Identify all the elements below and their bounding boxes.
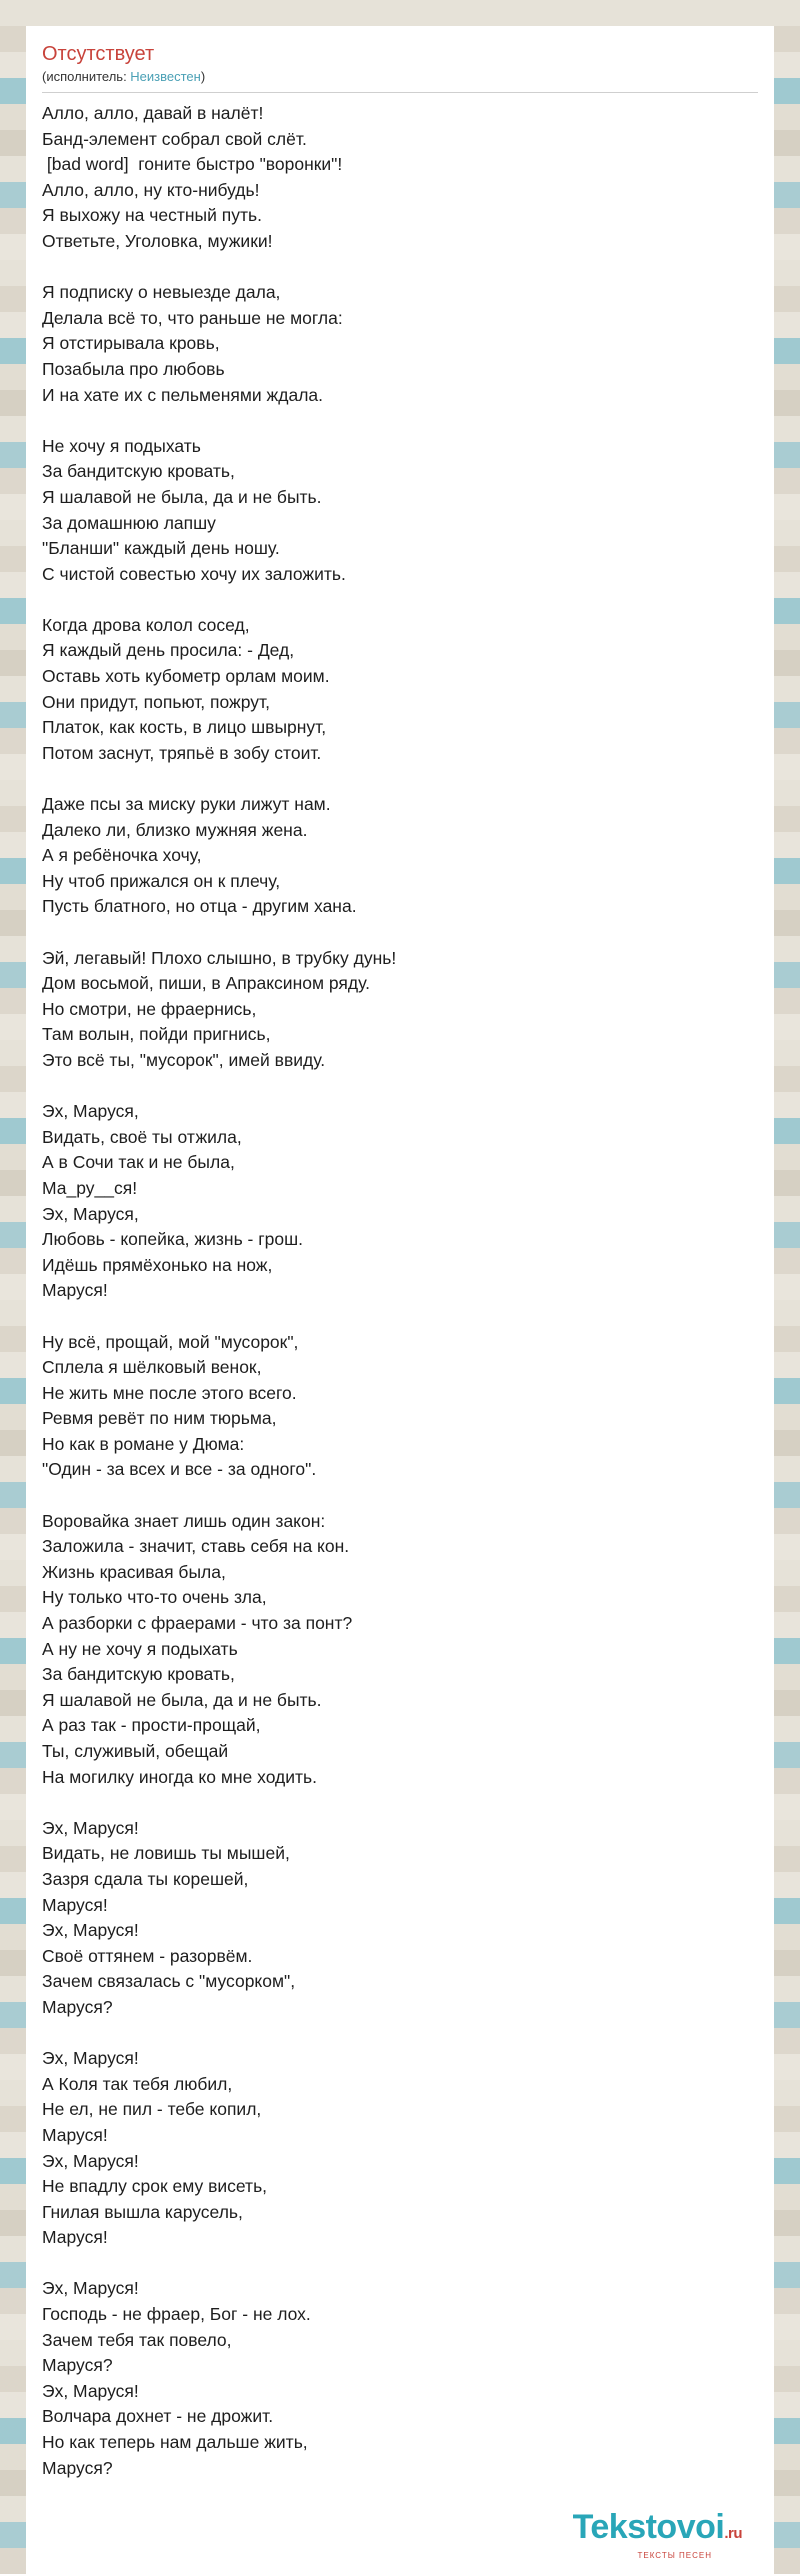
lyrics-line: Оставь хоть кубометр орлам моим.: [42, 666, 330, 687]
lyrics-line: А в Сочи так и не была,: [42, 1152, 235, 1173]
lyrics-line: "Бланши" каждый день ношу.: [42, 538, 280, 559]
lyrics-line: Не ел, не пил - тебе копил,: [42, 2099, 262, 2120]
lyrics-page: [26, 26, 774, 2574]
lyrics-line: Позабыла про любовь: [42, 358, 225, 379]
lyrics-line: Маруся!: [42, 2124, 108, 2145]
lyrics-line: Но как в романе у Дюма:: [42, 1433, 245, 1454]
lyrics-line: Не впадлу срок ему висеть,: [42, 2176, 268, 2197]
lyrics-line: Я выхожу на честный путь.: [42, 205, 262, 226]
lyrics-line: Когда дрова колол сосед,: [42, 614, 250, 635]
lyrics-line: Эх, Маруся!: [42, 2278, 139, 2299]
lyrics-line: Банд-элемент собрал свой слёт.: [42, 128, 307, 149]
lyrics-line: Ответьте, Уголовка, мужики!: [42, 230, 273, 251]
lyrics-line: Ну всё, прощай, мой "мусорок",: [42, 1331, 299, 1352]
lyrics-line: Заложила - значит, ставь себя на кон.: [42, 1536, 350, 1557]
lyrics-stanza: [42, 1509, 758, 1791]
logo-main-text: Tekstovoi: [572, 2508, 725, 2546]
lyrics-line: Платок, как кость, в лицо швырнут,: [42, 717, 327, 738]
song-title: Отсутствует: [42, 43, 155, 65]
lyrics-line: Делала всё то, что раньше не могла:: [42, 307, 343, 328]
logo-tagline: ТЕКСТЫ ПЕСЕН: [637, 2551, 712, 2560]
lyrics-stanza: [42, 1330, 758, 1484]
lyrics-line: Они придут, попьют, пожрут,: [42, 691, 270, 712]
lyrics-line: Гнилая вышла карусель,: [42, 2201, 243, 2222]
lyrics-line: А раз так - прости-прощай,: [42, 1715, 261, 1736]
lyrics-line: Алло, алло, давай в налёт!: [42, 103, 264, 123]
lyrics-line: Я шалавой не была, да и не быть.: [42, 1689, 322, 1710]
lyrics-line: Своё оттянем - разорвём.: [42, 1945, 253, 1966]
lyrics-line: Даже псы за миску руки лижут нам.: [42, 794, 331, 815]
lyrics-line: Эх, Маруся!: [42, 1817, 139, 1838]
artist-prefix: (исполнитель:: [42, 69, 131, 84]
lyrics-line: Маруся?: [42, 2355, 113, 2376]
lyrics-line: Не жить мне после этого всего.: [42, 1382, 297, 1403]
lyrics-line: Дом восьмой, пиши, в Апраксином ряду.: [42, 973, 370, 994]
lyrics-stanza: [42, 280, 758, 408]
lyrics-line: Жизнь красивая была,: [42, 1561, 226, 1582]
lyrics-line: За бандитскую кровать,: [42, 461, 235, 482]
artist-suffix: ): [200, 69, 206, 84]
lyrics-line: И на хате их с пельменями ждала.: [42, 384, 323, 405]
lyrics-line: Эх, Маруся!: [42, 2150, 139, 2171]
lyrics-line: Ты, служивый, обещай: [42, 1741, 229, 1761]
lyrics-line: Ну чтоб прижался он к плечу,: [42, 870, 281, 891]
lyrics-line: Ну только что-то очень зла,: [42, 1587, 267, 1608]
lyrics-line: Волчара дохнет - не дрожит.: [42, 2406, 274, 2427]
header-divider: [42, 92, 758, 93]
lyrics-line: Не хочу я подыхать: [42, 435, 201, 456]
lyrics-line: Эх, Маруся,: [42, 1203, 139, 1224]
lyrics-stanza: [42, 1099, 758, 1304]
lyrics-stanza: [42, 1816, 758, 2021]
lyrics-line: А я ребёночка хочу,: [42, 845, 202, 866]
lyrics-line: Господь - не фраер, Бог - не лох.: [42, 2304, 311, 2325]
lyrics-line: Видать, не ловишь ты мышей,: [42, 1843, 290, 1864]
lyrics-stanza: [42, 2276, 758, 2481]
lyrics-line: На могилку иногда ко мне ходить.: [42, 1766, 318, 1787]
lyrics-line: Далеко ли, близко мужняя жена.: [42, 819, 308, 840]
lyrics-line: С чистой совестью хочу их заложить.: [42, 563, 346, 584]
lyrics-stanza: [42, 792, 758, 920]
lyrics-line: Там волын, пойди пригнись,: [42, 1024, 271, 1045]
lyrics-line: Пусть блатного, но отца - другим хана.: [42, 896, 357, 917]
lyrics-stanza: [42, 613, 758, 767]
lyrics-line: Эх, Маруся,: [42, 1101, 139, 1122]
lyrics-line: Потом заснут, тряпьё в зобу стоит.: [42, 742, 322, 763]
lyrics-line: Я подписку о невыезде дала,: [42, 282, 281, 303]
lyrics-line: А Коля так тебя любил,: [42, 2073, 233, 2094]
lyrics-line: Маруся!: [42, 1280, 108, 1301]
lyrics-line: За домашнюю лапшу: [42, 512, 216, 533]
lyrics-line: Ревмя ревёт по ним тюрьма,: [42, 1408, 277, 1429]
lyrics-line: Сплела я шёлковый венок,: [42, 1357, 262, 1378]
lyrics-line: Эй, легавый! Плохо слышно, в трубку дунь!: [42, 947, 397, 968]
lyrics-line: Маруся?: [42, 2457, 113, 2478]
lyrics-stanza: [42, 101, 758, 255]
lyrics-line: Видать, своё ты отжила,: [42, 1126, 242, 1147]
site-logo[interactable]: [573, 2510, 742, 2560]
lyrics-line: Эх, Маруся!: [42, 1920, 139, 1941]
lyrics-line: Маруся!: [42, 1894, 108, 1915]
lyrics-line: [bad word] гоните быстро "воронки"!: [42, 154, 343, 175]
lyrics-line: Эх, Маруся!: [42, 2380, 139, 2401]
lyrics-stanza: [42, 434, 758, 588]
lyrics-line: Эх, Маруся!: [42, 2048, 139, 2069]
lyrics-line: Это всё ты, "мусорок", имей ввиду.: [42, 1049, 326, 1070]
lyrics-line: Маруся!: [42, 2227, 108, 2248]
artist-line: [42, 68, 758, 86]
logo-domain: .ru: [724, 2525, 742, 2542]
lyrics-line: Зазря сдала ты корешей,: [42, 1868, 249, 1889]
lyrics-line: За бандитскую кровать,: [42, 1664, 235, 1685]
lyrics-body: [42, 101, 758, 2481]
lyrics-line: Маруся?: [42, 1996, 113, 2017]
lyrics-stanza: [42, 946, 758, 1074]
lyrics-line: Алло, алло, ну кто-нибудь!: [42, 179, 260, 200]
lyrics-line: Я отстирывала кровь,: [42, 333, 220, 354]
lyrics-line: А разборки с фраерами - что за понт?: [42, 1613, 353, 1634]
lyrics-line: Любовь - копейка, жизнь - грош.: [42, 1229, 303, 1250]
lyrics-line: Воровайка знает лишь один закон:: [42, 1510, 326, 1531]
lyrics-line: Я шалавой не была, да и не быть.: [42, 486, 322, 507]
lyrics-line: Идёшь прямёхонько на нож,: [42, 1254, 273, 1275]
lyrics-line: Зачем связалась с "мусорком",: [42, 1971, 296, 1992]
lyrics-line: А ну не хочу я подыхать: [42, 1638, 238, 1659]
lyrics-line: Но смотри, не фраернись,: [42, 998, 257, 1019]
lyrics-stanza: [42, 2046, 758, 2251]
logo-wordmark: [573, 2510, 742, 2551]
lyrics-line: "Один - за всех и все - за одного".: [42, 1459, 317, 1480]
lyrics-line: Я каждый день просила: - Дед,: [42, 640, 295, 661]
lyrics-line: Но как теперь нам дальше жить,: [42, 2432, 308, 2453]
artist-link[interactable]: Неизвестен: [130, 69, 201, 84]
lyrics-line: Зачем тебя так повело,: [42, 2329, 232, 2350]
lyrics-line: Ма_ру__ся!: [42, 1177, 138, 1198]
